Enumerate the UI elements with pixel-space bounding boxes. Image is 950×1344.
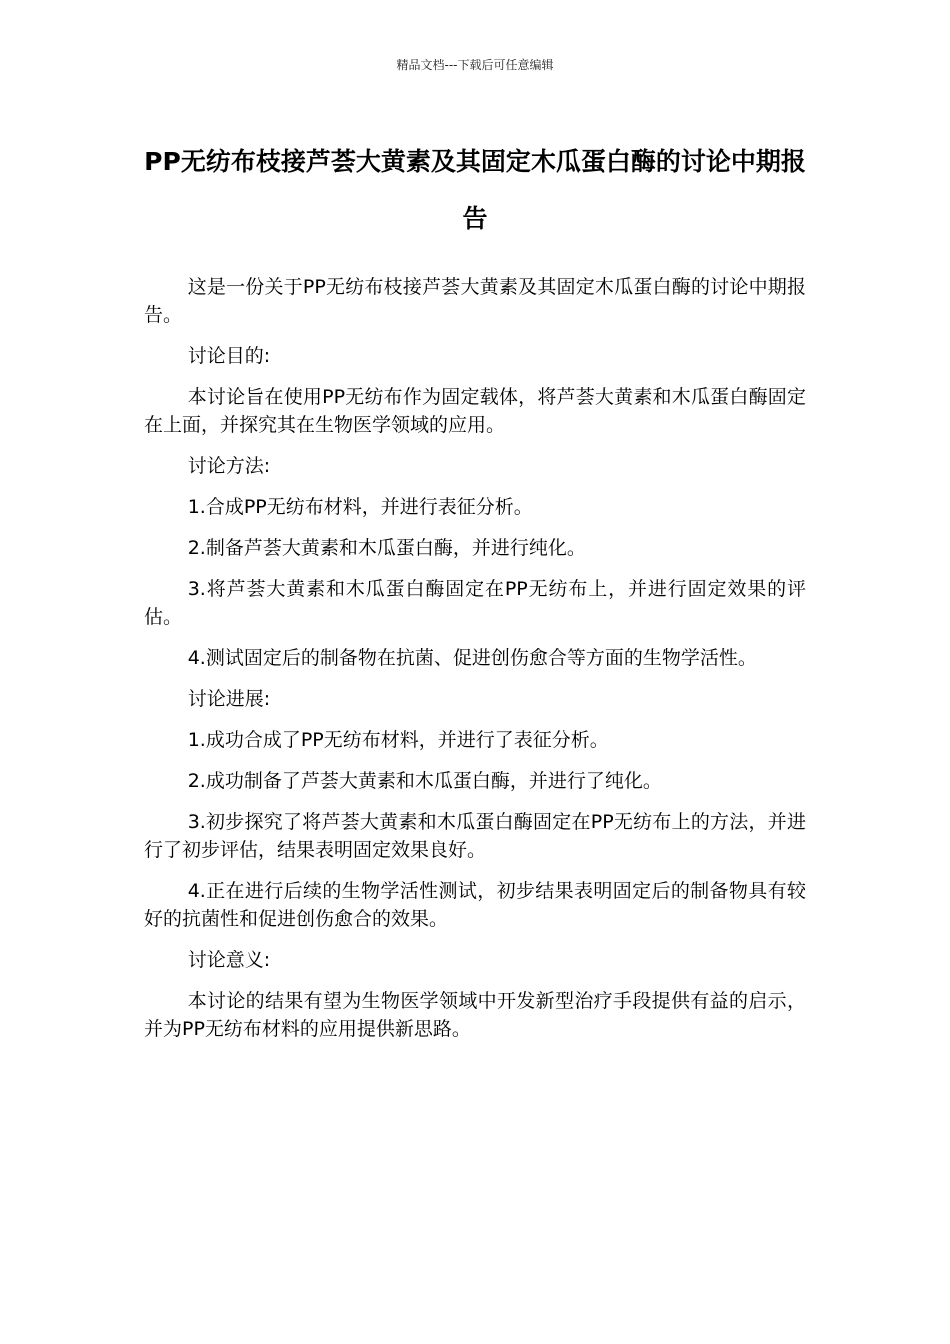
method-item: 2.制备芦荟大黄素和木瓜蛋白酶，并进行纯化。 [187, 537, 586, 559]
progress-item: 1.成功合成了PP无纺布材料，并进行了表征分析。 [187, 729, 609, 751]
significance-paragraph: 本讨论的结果有望为生物医学领域中开发新型治疗手段提供有益的启示，并为PP无纺布材料的应用提供新思路。 [144, 990, 806, 1040]
progress-item: 3.初步探究了将芦荟大黄素和木瓜蛋白酶固定在PP无纺布上的方法，并进行了初步评估，结果表明固定效果良好。 [144, 811, 806, 861]
method-item: 4.测试固定后的制备物在抗菌、促进创伤愈合等方面的生物学活性。 [187, 647, 757, 669]
section-heading-progress: 讨论进展: [187, 688, 271, 710]
document-title: PP无纺布枝接芦荟大黄素及其固定木瓜蛋白酶的讨论中期报告 [144, 147, 806, 233]
header-note: 精品文档---下载后可任意编辑 [396, 58, 554, 72]
progress-item: 4.正在进行后续的生物学活性测试，初步结果表明固定后的制备物具有较好的抗菌性和促进创伤愈合的效果。 [144, 880, 806, 930]
intro-paragraph: 这是一份关于PP无纺布枝接芦荟大黄素及其固定木瓜蛋白酶的讨论中期报告。 [144, 276, 806, 326]
section-heading-purpose: 讨论目的: [187, 345, 271, 367]
document-body [144, 273, 806, 1056]
section-heading-methods: 讨论方法: [187, 455, 271, 477]
progress-item: 2.成功制备了芦荟大黄素和木瓜蛋白酶，并进行了纯化。 [187, 770, 662, 792]
section-heading-significance: 讨论意义: [187, 949, 271, 971]
method-item: 3.将芦荟大黄素和木瓜蛋白酶固定在PP无纺布上，并进行固定效果的评估。 [144, 578, 806, 628]
purpose-paragraph: 本讨论旨在使用PP无纺布作为固定载体，将芦荟大黄素和木瓜蛋白酶固定在上面，并探究其在生物医学领域的应用。 [144, 386, 806, 436]
method-item: 1.合成PP无纺布材料，并进行表征分析。 [187, 496, 533, 518]
